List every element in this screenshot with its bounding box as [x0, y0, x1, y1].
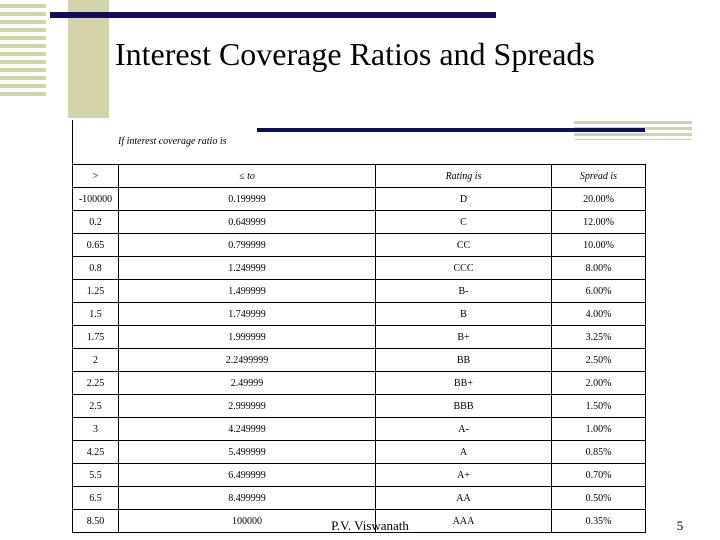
upper-bound-cell: 1.749999: [119, 303, 376, 326]
rating-cell: D: [376, 188, 552, 211]
rating-cell: B: [376, 303, 552, 326]
table-row: [73, 418, 646, 441]
upper-bound-cell: 2.2499999: [119, 349, 376, 372]
title-accent-line: [50, 12, 496, 18]
rating-cell: B-: [376, 280, 552, 303]
table-header-row: [73, 165, 646, 188]
spread-cell: 3.25%: [552, 326, 646, 349]
spread-cell: 0.70%: [552, 464, 646, 487]
table-row: [73, 464, 646, 487]
upper-bound-cell: 1.999999: [119, 326, 376, 349]
rating-cell: BB+: [376, 372, 552, 395]
lower-bound-cell: 1.25: [73, 280, 119, 303]
table-row: [73, 441, 646, 464]
rating-cell: AAA: [376, 510, 552, 533]
upper-bound-cell: 4.249999: [119, 418, 376, 441]
rating-cell: A: [376, 441, 552, 464]
spread-cell: 0.35%: [552, 510, 646, 533]
upper-bound-cell: 2.999999: [119, 395, 376, 418]
lower-bound-cell: 2.25: [73, 372, 119, 395]
spread-cell: 2.50%: [552, 349, 646, 372]
spread-cell: 6.00%: [552, 280, 646, 303]
table-row: [73, 234, 646, 257]
upper-bound-cell: 1.249999: [119, 257, 376, 280]
header-cell-spread: Spread is: [552, 165, 646, 188]
table-row: [73, 349, 646, 372]
lower-bound-cell: 0.8: [73, 257, 119, 280]
table-caption: If interest coverage ratio is: [118, 136, 227, 147]
upper-bound-cell: 6.499999: [119, 464, 376, 487]
footer-author: P.V. Viswanath: [331, 518, 409, 533]
upper-bound-cell: 5.499999: [119, 441, 376, 464]
slide-title: Interest Coverage Ratios and Spreads: [115, 36, 595, 72]
lower-bound-cell: 0.65: [73, 234, 119, 257]
decorative-stripes-right: [574, 118, 692, 140]
rating-cell: CCC: [376, 257, 552, 280]
upper-bound-cell: 0.799999: [119, 234, 376, 257]
table-row: [73, 326, 646, 349]
rating-cell: C: [376, 211, 552, 234]
lower-bound-cell: 1.5: [73, 303, 119, 326]
table-row: [73, 188, 646, 211]
spread-cell: 2.00%: [552, 372, 646, 395]
upper-bound-cell: 100000: [119, 510, 376, 533]
page-number: 5: [676, 518, 684, 533]
rating-cell: BB: [376, 349, 552, 372]
spread-cell: 20.00%: [552, 188, 646, 211]
lower-bound-cell: 1.75: [73, 326, 119, 349]
rating-cell: A+: [376, 464, 552, 487]
table-row: [73, 257, 646, 280]
header-cell-greater-than: >: [73, 165, 119, 188]
rating-cell: BBB: [376, 395, 552, 418]
spread-cell: 12.00%: [552, 211, 646, 234]
spread-cell: 0.85%: [552, 441, 646, 464]
upper-bound-cell: 0.199999: [119, 188, 376, 211]
header-cell-rating: Rating is: [376, 165, 552, 188]
upper-bound-cell: 8.499999: [119, 487, 376, 510]
spread-cell: 1.00%: [552, 418, 646, 441]
rating-spread-table: [72, 164, 646, 533]
spread-cell: 1.50%: [552, 395, 646, 418]
lower-bound-cell: 6.5: [73, 487, 119, 510]
decorative-stripes-left: [0, 0, 46, 98]
lower-bound-cell: 8.50: [73, 510, 119, 533]
spread-cell: 10.00%: [552, 234, 646, 257]
lower-bound-cell: 0.2: [73, 211, 119, 234]
upper-bound-cell: 0.649999: [119, 211, 376, 234]
table-row: [73, 487, 646, 510]
table-row: [73, 372, 646, 395]
upper-bound-cell: 1.499999: [119, 280, 376, 303]
upper-bound-cell: 2.49999: [119, 372, 376, 395]
spread-cell: 0.50%: [552, 487, 646, 510]
lower-bound-cell: 4.25: [73, 441, 119, 464]
spread-cell: 8.00%: [552, 257, 646, 280]
lower-bound-cell: -100000: [73, 188, 119, 211]
lower-bound-cell: 2.5: [73, 395, 119, 418]
lower-bound-cell: 3: [73, 418, 119, 441]
table-row: [73, 395, 646, 418]
table-row: [73, 211, 646, 234]
rating-cell: A-: [376, 418, 552, 441]
lower-bound-cell: 5.5: [73, 464, 119, 487]
spread-cell: 4.00%: [552, 303, 646, 326]
rating-cell: CC: [376, 234, 552, 257]
rating-cell: B+: [376, 326, 552, 349]
rating-cell: AA: [376, 487, 552, 510]
table-row: [73, 280, 646, 303]
table-row: [73, 303, 646, 326]
lower-bound-cell: 2: [73, 349, 119, 372]
header-cell-less-equal: ≤ to: [119, 165, 376, 188]
